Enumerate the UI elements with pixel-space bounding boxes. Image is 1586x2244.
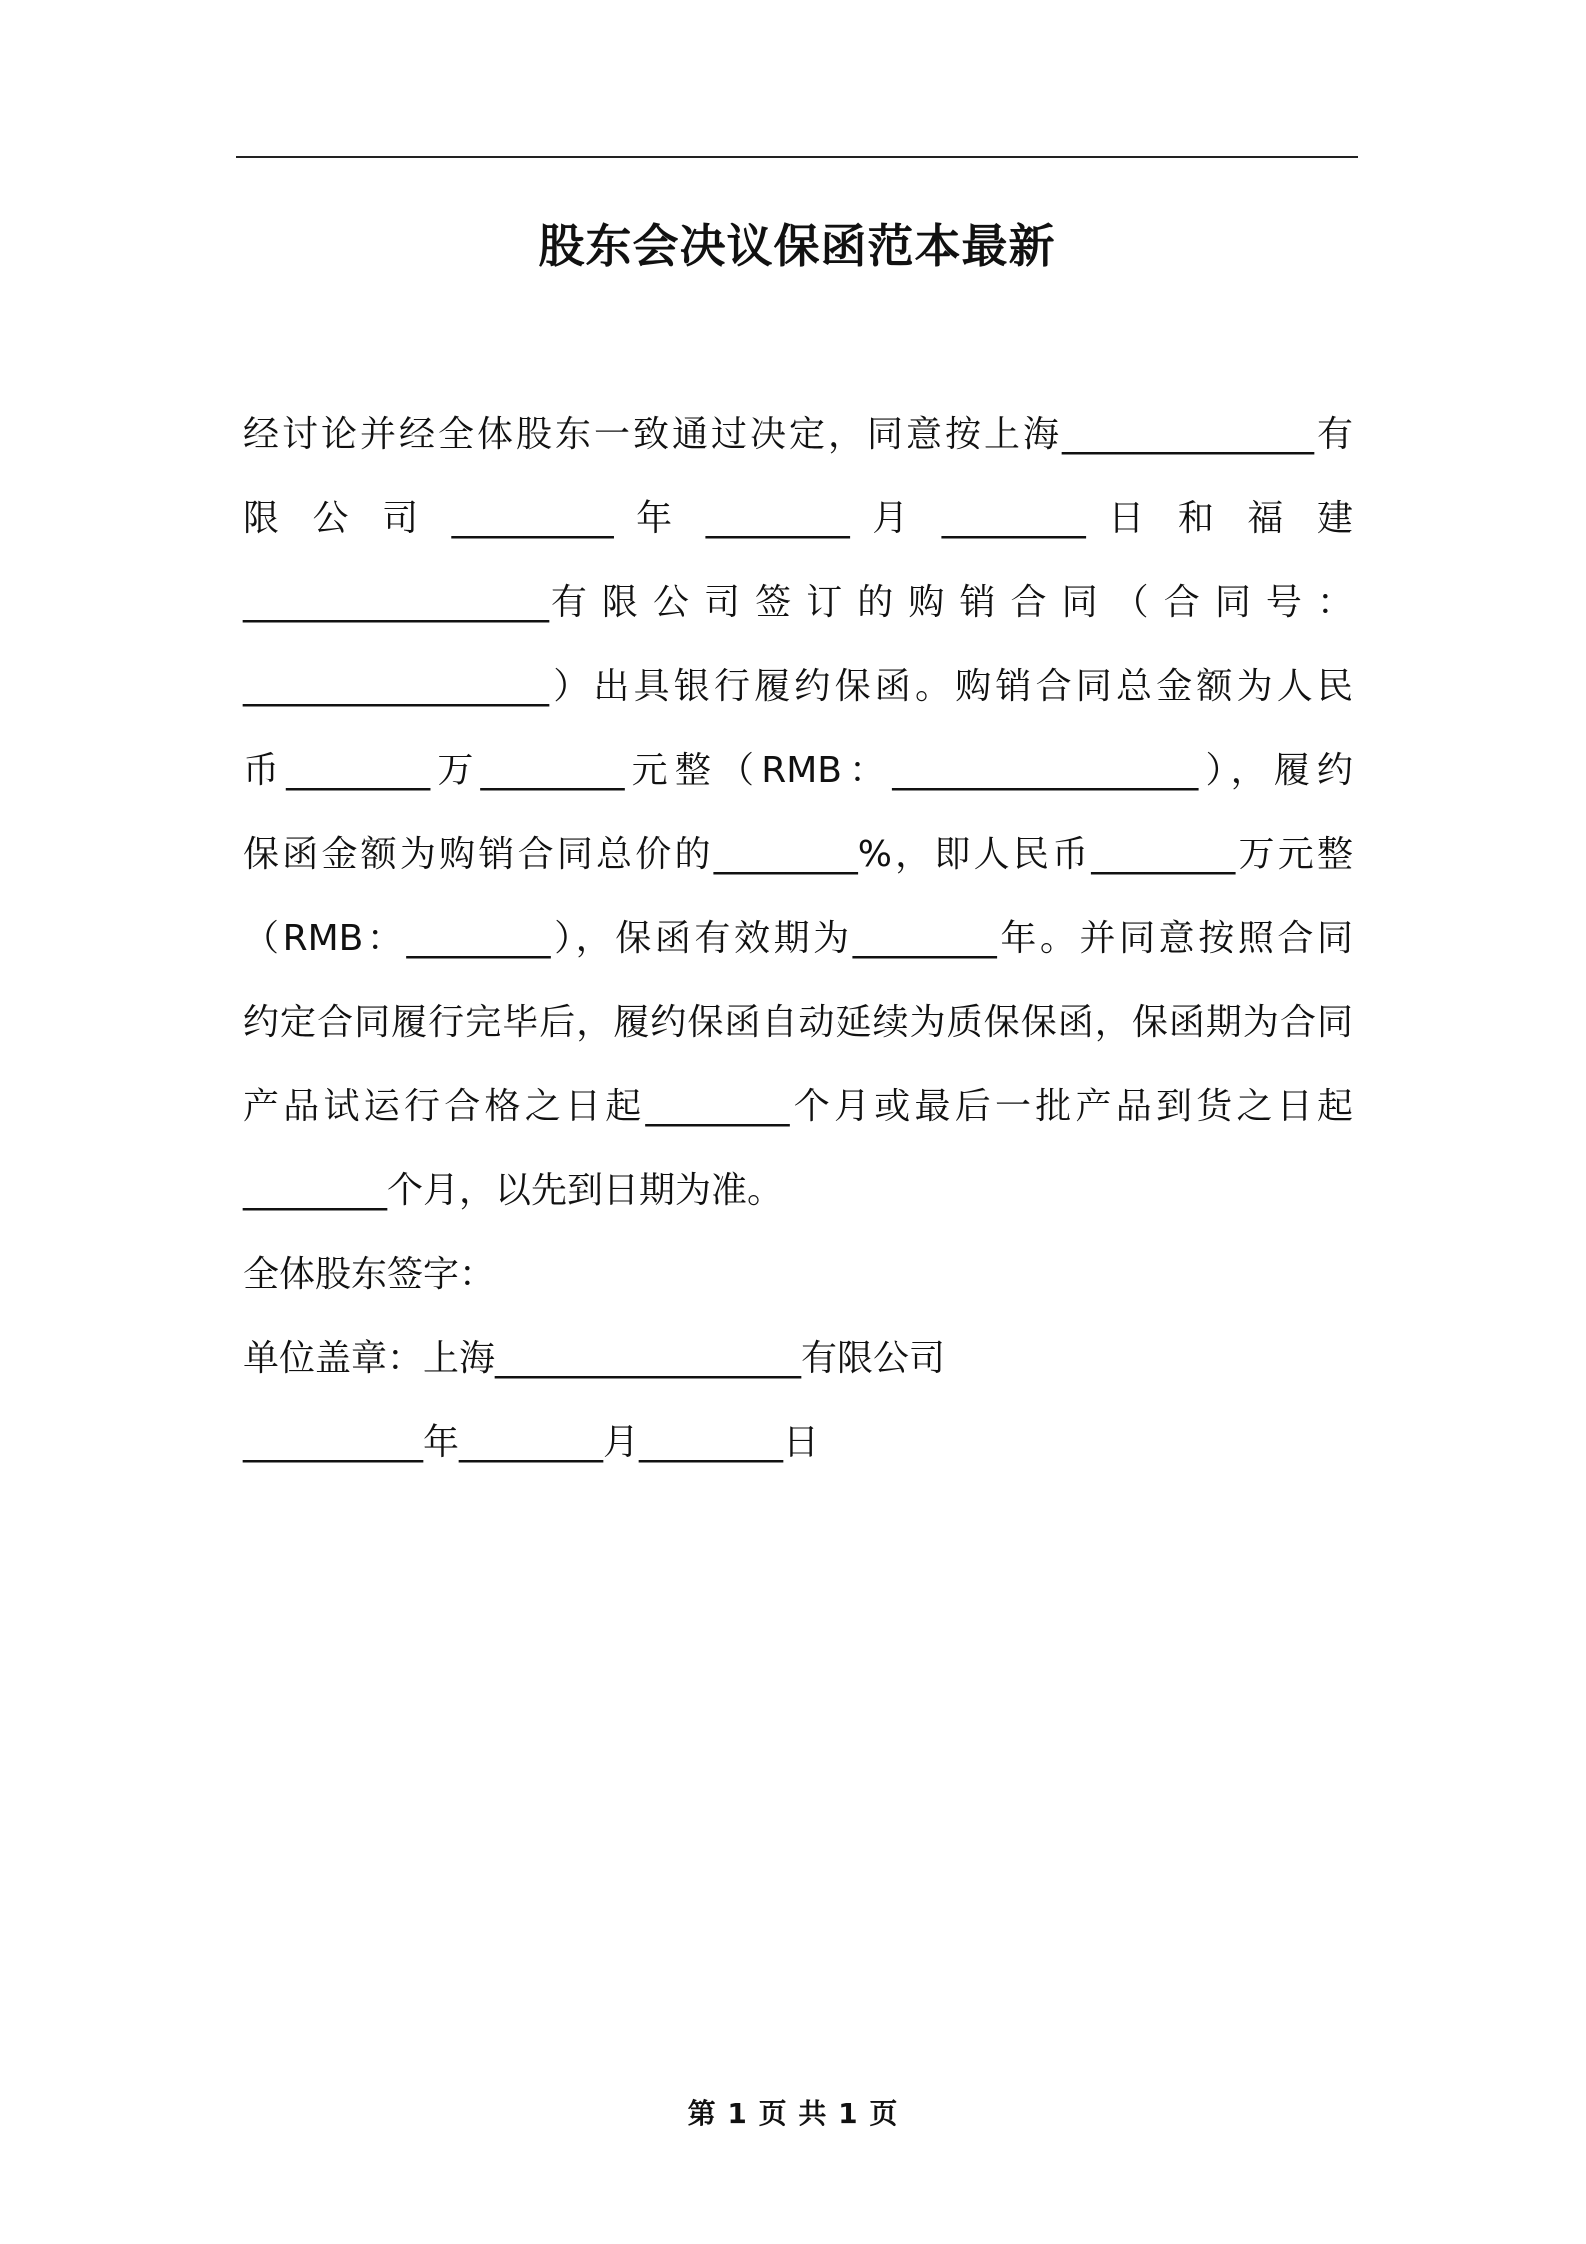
paragraph-line-8: 约定合同履行完毕后，履约保函自动延续为质保保函，保函期为合同 [243,1002,1353,1043]
paragraph-line-5: 币________万________元整（RMB：_________________），履约 [243,750,1353,791]
paragraph-line-7: （RMB：________），保函有效期为________年。并同意按照合同 [243,918,1353,959]
paragraph-line-2: 限 公 司 _________ 年 ________ 月 ________ 日 和 福 建 [243,498,1353,539]
paragraph-line-9: 产品试运行合格之日起________个月或最后一批产品到货之日起 [243,1086,1353,1127]
signature-label: 全体股东签字： [243,1254,496,1295]
document-title: 股东会决议保函范本最新 [538,219,1056,273]
page-indicator: 第 1 页 共 1 页 [687,2097,899,2130]
paragraph-line-3: _________________有 限 公 司 签 订 的 购 销 合 同 （ 合 同 号 ： [243,582,1353,623]
seal-line: 单位盖章：上海_________________有限公司 [243,1338,946,1379]
date-line: __________年________月________日 [243,1422,819,1463]
header-rule [236,156,1358,158]
paragraph-line-6: 保函金额为购销合同总价的________%，即人民币________万元整 [243,834,1353,875]
paragraph-line-4: _________________）出具银行履约保函。购销合同总金额为人民 [243,666,1353,707]
paragraph-line-10: ________个月，以先到日期为准。 [243,1170,784,1211]
paragraph-line-1: 经讨论并经全体股东一致通过决定，同意按上海______________有 [243,414,1353,455]
